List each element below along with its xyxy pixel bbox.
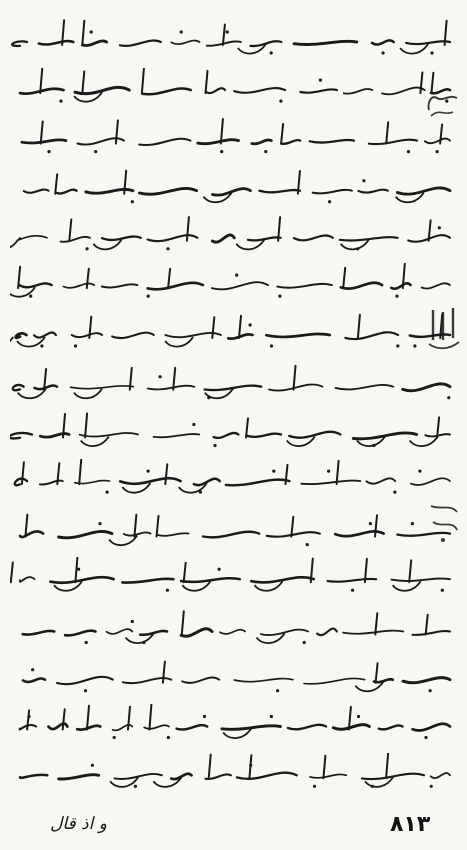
ink-stroke <box>228 334 252 338</box>
ink-ascender <box>386 122 388 143</box>
ink-sweep <box>18 389 46 399</box>
ink-ascender <box>87 706 89 730</box>
ink-stroke <box>310 140 354 143</box>
ink-stroke <box>281 140 300 144</box>
ink-dot <box>272 470 275 473</box>
ink-ascender <box>27 710 29 729</box>
ink-stroke <box>57 677 113 684</box>
ink-dot <box>369 522 372 525</box>
ink-dot <box>86 247 89 250</box>
ink-stroke <box>40 434 69 438</box>
ink-dot <box>166 247 169 250</box>
ink-stroke <box>80 433 138 437</box>
ink-dot <box>362 179 365 182</box>
ink-ascender <box>239 316 241 338</box>
ink-sweep <box>393 581 421 591</box>
ink-stroke <box>59 531 112 537</box>
ink-stroke <box>61 237 90 242</box>
ink-stroke <box>310 774 346 777</box>
ink-stroke <box>237 773 297 779</box>
ink-ascender <box>206 71 208 93</box>
ink-stroke <box>40 481 63 485</box>
ink-stroke <box>59 775 99 779</box>
ink-ascender <box>85 414 87 438</box>
ink-ascender <box>69 220 71 241</box>
ink-dot <box>278 295 281 298</box>
ink-stroke <box>18 236 47 240</box>
ink-ascender <box>165 464 167 484</box>
ink-dot <box>276 689 279 692</box>
ink-ascender <box>187 217 189 241</box>
ink-dot <box>270 715 273 718</box>
ink-ascender <box>184 563 186 583</box>
ink-ascender <box>79 460 81 485</box>
ink-stroke <box>182 677 219 682</box>
ink-dot <box>47 150 50 153</box>
ink-ascender <box>41 122 43 144</box>
ink-dot <box>213 444 216 447</box>
ink-ascender <box>149 705 151 730</box>
ink-sweep <box>165 337 193 347</box>
ink-stroke <box>20 89 64 94</box>
ink-stroke <box>214 433 239 438</box>
ink-dot <box>131 620 134 623</box>
ink-stroke <box>49 724 68 730</box>
ink-dot <box>306 543 309 546</box>
manuscript-line <box>10 214 458 258</box>
ink-stroke <box>112 333 154 338</box>
ink-dot <box>203 715 206 718</box>
manuscript-line <box>10 361 458 405</box>
ink-sweep <box>109 536 137 546</box>
ink-dot <box>31 668 34 671</box>
ink-ascender <box>294 366 296 390</box>
ink-dot <box>424 736 427 739</box>
ink-stroke <box>234 679 293 682</box>
ink-ascender <box>168 269 170 288</box>
ink-ascender <box>55 174 57 194</box>
marginal-annotation <box>423 90 463 150</box>
ink-stroke <box>313 190 352 193</box>
ink-dot <box>270 51 273 54</box>
ink-stroke <box>158 533 189 536</box>
ink-stroke <box>139 139 190 145</box>
ink-stroke <box>391 283 410 288</box>
ink-dot <box>436 150 439 153</box>
manuscript-line <box>10 606 458 650</box>
ink-dot <box>218 568 221 571</box>
ink-stroke <box>64 283 95 287</box>
ink-dot <box>396 344 399 347</box>
ink-stroke <box>177 725 208 729</box>
ink-stroke <box>20 531 43 537</box>
ink-ascender <box>375 515 377 536</box>
ink-stroke <box>372 40 394 44</box>
ink-dot <box>167 736 170 739</box>
ink-dot <box>430 785 433 788</box>
ink-stroke <box>23 631 55 635</box>
ink-stroke <box>39 41 74 44</box>
ink-ascender <box>212 317 214 338</box>
ink-stroke <box>247 434 281 437</box>
ink-stroke <box>345 332 398 339</box>
ink-stroke <box>300 89 337 92</box>
manuscript-line <box>10 459 458 503</box>
ink-stroke <box>140 188 197 194</box>
ink-stroke <box>328 579 377 582</box>
ink-stroke <box>304 678 365 683</box>
ink-dot <box>249 764 252 767</box>
ink-ascender <box>75 558 77 583</box>
ink-stroke <box>77 726 100 730</box>
ink-stroke <box>359 190 388 193</box>
ink-dot <box>413 344 416 347</box>
ink-stroke <box>124 532 151 535</box>
ink-ascender <box>116 120 118 143</box>
ink-ascender <box>11 563 13 583</box>
ink-stroke <box>277 284 332 288</box>
ink-stroke <box>369 140 417 144</box>
ink-dot <box>357 715 360 718</box>
manuscript-line <box>10 704 458 748</box>
ink-ascender <box>343 268 345 288</box>
ink-sweep <box>74 389 102 399</box>
ink-dot <box>438 226 441 229</box>
ink-ascender <box>22 462 24 484</box>
ink-ascender <box>409 560 411 582</box>
ink-dot <box>313 785 316 788</box>
ink-ascender <box>40 69 42 93</box>
ink-dot <box>147 295 150 298</box>
ink-stroke <box>35 386 57 390</box>
ink-ascender <box>82 71 84 93</box>
ink-dot <box>134 785 137 788</box>
ink-dot <box>235 274 238 277</box>
ink-dot <box>180 30 183 33</box>
ink-stroke <box>431 773 450 778</box>
ink-dot <box>94 150 97 153</box>
manuscript-line <box>10 410 458 454</box>
ink-stroke <box>212 282 268 289</box>
ink-stroke <box>341 283 382 289</box>
ink-stroke <box>154 434 200 437</box>
ink-dot <box>166 589 169 592</box>
ink-dot <box>418 470 421 473</box>
ink-stroke <box>288 725 326 730</box>
manuscript-line <box>10 753 458 797</box>
marginal-annotation <box>423 300 463 360</box>
ink-stroke <box>107 629 133 634</box>
manuscript-line <box>10 557 458 601</box>
ink-stroke <box>171 40 199 44</box>
ink-stroke <box>65 631 95 636</box>
ink-ascender <box>337 461 339 484</box>
ink-stroke <box>120 478 180 484</box>
ink-stroke <box>181 629 212 636</box>
ink-dot <box>74 344 77 347</box>
ink-ascender <box>281 124 283 144</box>
ink-stroke <box>144 725 169 729</box>
ink-stroke <box>266 334 329 337</box>
ink-ascender <box>82 21 84 45</box>
ink-dot <box>159 375 162 378</box>
ink-dot <box>220 150 223 153</box>
ink-stroke <box>269 384 323 390</box>
ink-stroke <box>120 41 161 46</box>
ink-dot <box>40 344 43 347</box>
catchword: و اذ قال <box>50 814 107 834</box>
ink-dot <box>113 736 116 739</box>
ink-stroke <box>220 630 245 634</box>
ink-dot <box>395 295 398 298</box>
ink-ascender <box>157 516 159 537</box>
ink-stroke <box>413 631 451 635</box>
page-number: ۸۱۳ <box>390 812 431 837</box>
ink-stroke <box>344 89 373 94</box>
ink-stroke <box>10 433 32 438</box>
ink-stroke <box>234 88 285 93</box>
ink-stroke <box>12 41 27 46</box>
ink-stroke <box>366 478 395 483</box>
ink-stroke <box>343 631 403 634</box>
ink-ascender <box>376 663 378 683</box>
ink-dot <box>226 30 229 33</box>
ink-stroke <box>20 775 47 778</box>
ink-stroke <box>34 332 56 337</box>
ink-dot <box>328 200 331 203</box>
ink-dot <box>270 344 273 347</box>
ink-stroke <box>20 283 52 287</box>
manuscript-line <box>10 18 458 62</box>
ink-stroke <box>122 579 173 583</box>
ink-ascender <box>291 517 293 537</box>
ink-stroke <box>24 190 49 193</box>
ink-ascender <box>142 69 144 93</box>
ink-dot <box>98 522 101 525</box>
ink-dot <box>147 470 150 473</box>
ink-ascender <box>163 662 165 683</box>
marginal-annotation <box>423 500 463 560</box>
manuscript-line <box>10 508 458 552</box>
ink-sweep <box>10 337 13 347</box>
ink-stroke <box>23 678 45 681</box>
ink-dot <box>447 396 450 399</box>
ink-stroke <box>403 384 450 391</box>
ink-stroke <box>206 88 225 93</box>
ink-dot <box>351 589 354 592</box>
ink-stroke <box>392 579 451 582</box>
ink-sweep <box>400 44 428 54</box>
ink-stroke <box>203 532 259 538</box>
ink-stroke <box>317 629 337 636</box>
ink-ascender <box>87 269 89 288</box>
ink-stroke <box>13 385 24 390</box>
ink-stroke <box>252 140 271 144</box>
ink-stroke <box>259 190 300 192</box>
ink-stroke <box>406 41 450 44</box>
ink-sweep <box>93 240 121 250</box>
ink-stroke <box>86 189 133 193</box>
ink-ascender <box>128 707 130 730</box>
ink-ascender <box>386 754 388 779</box>
ink-stroke <box>148 235 198 241</box>
ink-stroke <box>71 386 134 389</box>
ink-sweep <box>10 240 18 250</box>
ink-stroke <box>113 725 133 731</box>
ink-stroke <box>148 283 203 289</box>
ink-dot <box>303 641 306 644</box>
ink-stroke <box>422 283 450 288</box>
ink-stroke <box>301 481 360 484</box>
page-footer <box>0 812 467 842</box>
ink-ascender <box>358 315 360 338</box>
ink-dot <box>27 715 30 718</box>
ink-dot <box>192 423 195 426</box>
ink-dot <box>85 641 88 644</box>
ink-stroke <box>20 577 35 582</box>
ink-dot <box>29 295 32 298</box>
ink-dot <box>441 589 444 592</box>
ink-stroke <box>336 385 394 390</box>
ink-dot <box>327 470 330 473</box>
ink-stroke <box>212 235 234 242</box>
manuscript-line <box>10 263 458 307</box>
ink-sweep <box>410 437 438 447</box>
ink-stroke <box>148 386 195 390</box>
ink-dot <box>249 323 252 326</box>
ink-stroke <box>102 284 137 287</box>
ink-dot <box>429 689 432 692</box>
ink-ascender <box>323 756 325 779</box>
ink-dot <box>91 764 94 767</box>
ink-dot <box>264 150 267 153</box>
ink-stroke <box>413 724 450 731</box>
ink-stroke <box>16 333 27 338</box>
ink-dot <box>407 150 410 153</box>
ink-stroke <box>102 236 141 239</box>
ink-dot <box>84 689 87 692</box>
ink-stroke <box>22 140 66 143</box>
ink-stroke <box>294 236 333 241</box>
ink-ascender <box>182 611 184 634</box>
ink-ascender <box>25 515 27 537</box>
ink-dot <box>106 491 109 494</box>
ink-stroke <box>411 478 450 485</box>
ink-stroke <box>72 333 102 337</box>
ink-stroke <box>403 678 450 683</box>
ink-stroke <box>382 88 425 95</box>
ink-stroke <box>142 88 190 94</box>
manuscript-line <box>10 312 458 356</box>
ink-dot <box>59 100 62 103</box>
ink-ascender <box>134 515 136 537</box>
ink-stroke <box>226 480 290 486</box>
ink-ascender <box>209 755 211 779</box>
ink-stroke <box>379 725 403 729</box>
ink-ascender <box>63 709 65 729</box>
ink-dot <box>411 522 414 525</box>
manuscript-line <box>10 67 458 111</box>
ink-stroke <box>83 41 107 46</box>
ink-dot <box>77 568 80 571</box>
ink-stroke <box>267 532 320 537</box>
ink-stroke <box>198 140 239 144</box>
manuscript-line <box>10 116 458 160</box>
ink-stroke <box>56 190 77 194</box>
manuscript-line <box>10 165 458 209</box>
ink-dot <box>430 51 433 54</box>
manuscript-line <box>10 655 458 699</box>
ink-stroke <box>294 41 357 44</box>
ink-ascender <box>223 25 225 46</box>
ink-dot <box>319 79 322 82</box>
ink-dot <box>90 30 93 33</box>
ink-dot <box>393 491 396 494</box>
ink-dot <box>382 51 385 54</box>
ink-ascender <box>426 615 428 635</box>
ink-stroke <box>333 725 369 730</box>
ink-dot <box>131 200 134 203</box>
ink-dot <box>279 100 282 103</box>
ink-ascender <box>246 418 248 437</box>
